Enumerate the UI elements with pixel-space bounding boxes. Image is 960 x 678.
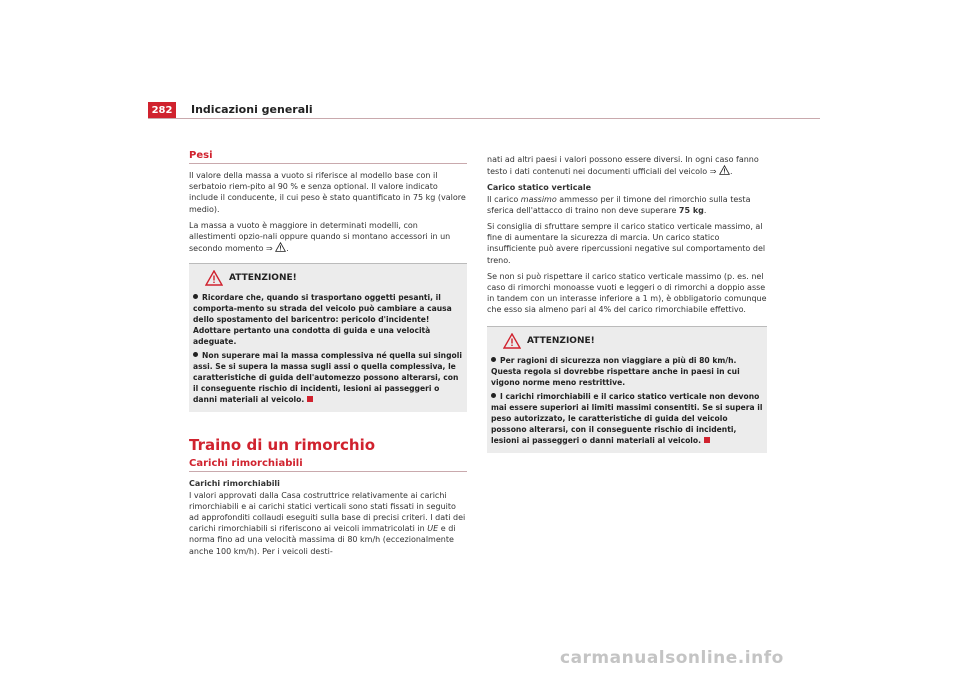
bullet-icon: [193, 294, 198, 299]
warning-box: [189, 263, 467, 412]
bullet-icon: [491, 393, 496, 398]
bullet-icon: [491, 357, 496, 362]
warning-box: [487, 326, 767, 453]
paragraph: Il carico massimo ammesso per il timone del rimorchio sulla testa sferica dell'attacco di traino non deve superare 75 kg.: [487, 194, 751, 215]
warning-triangle-icon: [719, 165, 730, 175]
warning-triangle-icon: [275, 242, 286, 252]
subheading: Carico statico verticale: [487, 183, 592, 193]
header-rule: [148, 118, 820, 119]
warning-item: Per ragioni di sicurezza non viaggiare a più di 80 km/h. Questa regola si dovrebbe rispettare anche in paesi in cui vigono norme meno restrittive.: [491, 355, 740, 387]
warning-item: Ricordare che, quando si trasportano oggetti pesanti, il comporta-mento su strada del veicolo può cambiare a causa dello spostamento del baricentro: pericolo d'incidente! Adottare pertanto una condotta di guida e una velocità adeguate.: [193, 293, 452, 347]
chapter-title: Traino di un rimorchio: [189, 436, 376, 455]
left-column: [189, 150, 467, 562]
subheading: Carichi rimorchiabili: [189, 479, 280, 489]
warning-title: ATTENZIONE!: [527, 335, 595, 346]
paragraph: Si consiglia di sfruttare sempre il carico statico verticale massimo, al fine di aumentare la sicurezza di marcia. Un carico statico insufficiente può avere ripercussioni negative sul comportamento del treno.: [487, 222, 766, 265]
watermark: carmanualsonline.info: [560, 648, 784, 668]
running-title: Indicazioni generali: [191, 103, 313, 116]
warning-triangle-icon: [205, 270, 223, 286]
section-title-pesi: Pesi: [189, 150, 467, 164]
warning-header: [205, 270, 463, 286]
paragraph: Il valore della massa a vuoto si riferisce al modello base con il serbatoio riem-pito al 90 % e senza optional. Il valore indicato include il conducente, il cui peso è stato quantificato in 75 kg (valore medio).: [189, 171, 466, 214]
warning-item: I carichi rimorchiabili e il carico statico verticale non devono mai essere superiori ai limiti massimi consentiti. Se si supera il peso autorizzato, le caratteristiche di guida del veicolo possono alterarsi, con il conseguente rischio di incidenti, lesioni ai passeggeri o danni materiali al veicolo.: [491, 391, 763, 445]
warning-title: ATTENZIONE!: [229, 273, 297, 284]
warning-header: [503, 333, 763, 349]
section-title-carichi: Carichi rimorchiabili: [189, 458, 467, 472]
warning-triangle-icon: [503, 333, 521, 349]
paragraph: Se non si può rispettare il carico statico verticale massimo (p. es. nel caso di rimorchi monoasse vuoti e leggeri o di rimorchi a doppio asse in tandem con un interasse inferiore a 1 m), è obbligatorio comunque che esso sia almeno pari al 4% del carico rimorchiabile effettivo.: [487, 271, 767, 315]
bullet-icon: [193, 352, 198, 357]
right-column: [487, 154, 767, 457]
page-number: 282: [148, 102, 176, 118]
end-of-section-icon: [307, 396, 313, 402]
paragraph: nati ad altri paesi i valori possono essere diversi. In ogni caso fanno testo i dati contenuti nei documenti ufficiali del veicolo ⇒ .: [487, 155, 759, 177]
paragraph: La massa a vuoto è maggiore in determinati modelli, con allestimenti opzio-nali oppure quando si montano accessori in un secondo momento ⇒ .: [189, 220, 451, 254]
warning-item: Non superare mai la massa complessiva né quella sui singoli assi. Se si supera la massa sugli assi o quella complessiva, le caratteristiche di guida dell'automezzo possono alterarsi, con il conseguente rischio di incidenti, lesioni ai passeggeri o danni materiali al veicolo.: [193, 351, 462, 405]
paragraph: I valori approvati dalla Casa costruttrice relativamente ai carichi rimorchiabili e ai carichi statici verticali sono stati fissati in seguito ad approfonditi collaudi eseguiti sulla base di precisi criteri. I dati dei carichi rimorchiabili si riferiscono ai veicoli immatricolati in UE e di norma fino ad una velocità massima di 80 km/h (eccezionalmente anche 100 km/h). Per i veicoli desti-: [189, 490, 466, 556]
end-of-section-icon: [704, 437, 710, 443]
